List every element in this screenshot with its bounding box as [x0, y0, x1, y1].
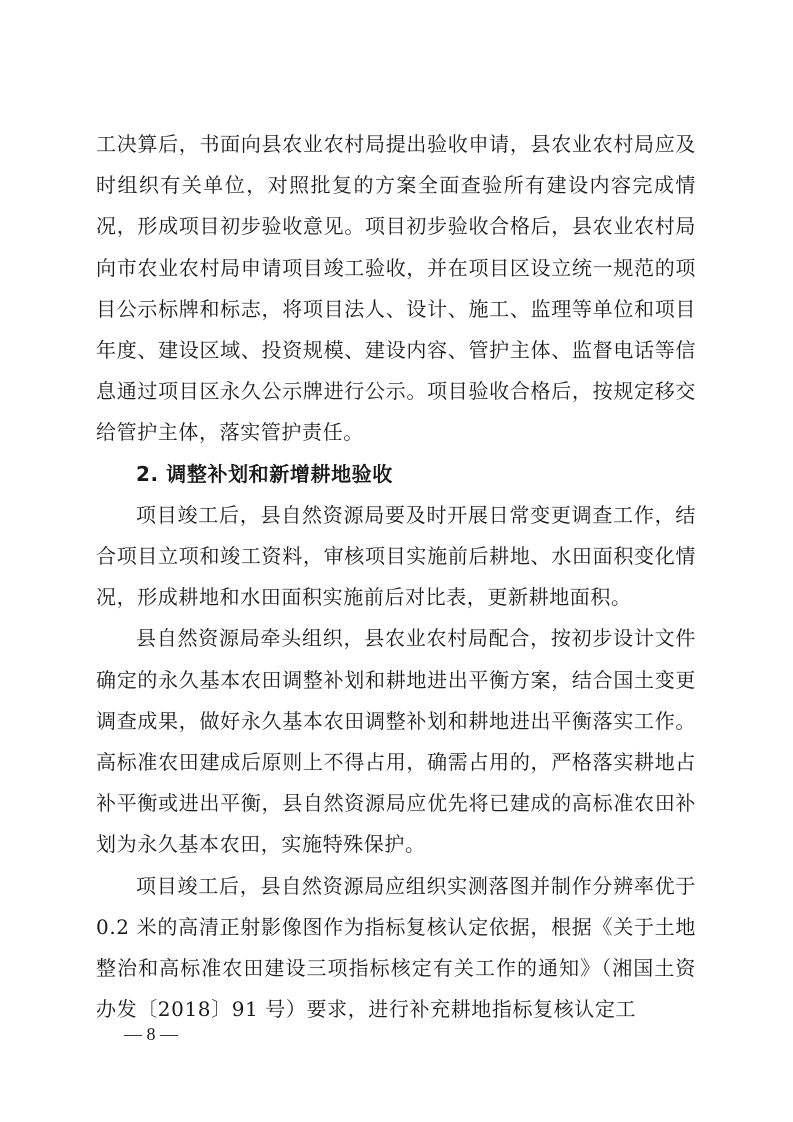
document-body — [96, 124, 696, 1030]
paragraph-change-survey: 项目竣工后，县自然资源局要及时开展日常变更调查工作，结合项目立项和竣工资料，审核项目实施前后耕地、水田面积变化情况，形成耕地和水田面积实施前后对比表，更新耕地面积。 — [96, 502, 696, 610]
page-number: — 8 — — [124, 1024, 178, 1044]
paragraph-acceptance-application: 工决算后，书面向县农业农村局提出验收申请，县农业农村局应及时组织有关单位，对照批复的方案全面查验所有建设内容完成情况，形成项目初步验收意见。项目初步验收合格后，县农业农村局向市农业农村局申请项目竣工验收，并在项目区设立统一规范的项目公示标牌和标志，将项目法人、设计、施工、监理等单位和项目年度、建设区域、投资规模、建设内容、管护主体、监督电话等信息通过项目区永久公示牌进行公示。项目验收合格后，按规定移交给管护主体，落实管护责任。 — [96, 132, 696, 445]
paragraph-farmland-supplement: 县自然资源局牵头组织，县农业农村局配合，按初步设计文件确定的永久基本农田调整补划和耕地进出平衡方案，结合国土变更调查成果，做好永久基本农田调整补划和耕地进出平衡落实工作。高标准农田建成后原则上不得占用，确需占用的，严格落实耕地占补平衡或进出平衡，县自然资源局应优先将已建成的高标准农田补划为永久基本农田，实施特殊保护。 — [96, 626, 696, 857]
paragraph-indicator-review: 项目竣工后，县自然资源局应组织实测落图并制作分辨率优于 0.2 米的高清正射影像图作为指标复核认定依据，根据《关于土地整治和高标准农田建设三项指标核定有关工作的通知》（湘国土资办发〔2018〕91 号）要求，进行补充耕地指标复核认定工 — [96, 873, 696, 1022]
section-heading: 2. 调整补划和新增耕地验收 — [136, 461, 393, 486]
